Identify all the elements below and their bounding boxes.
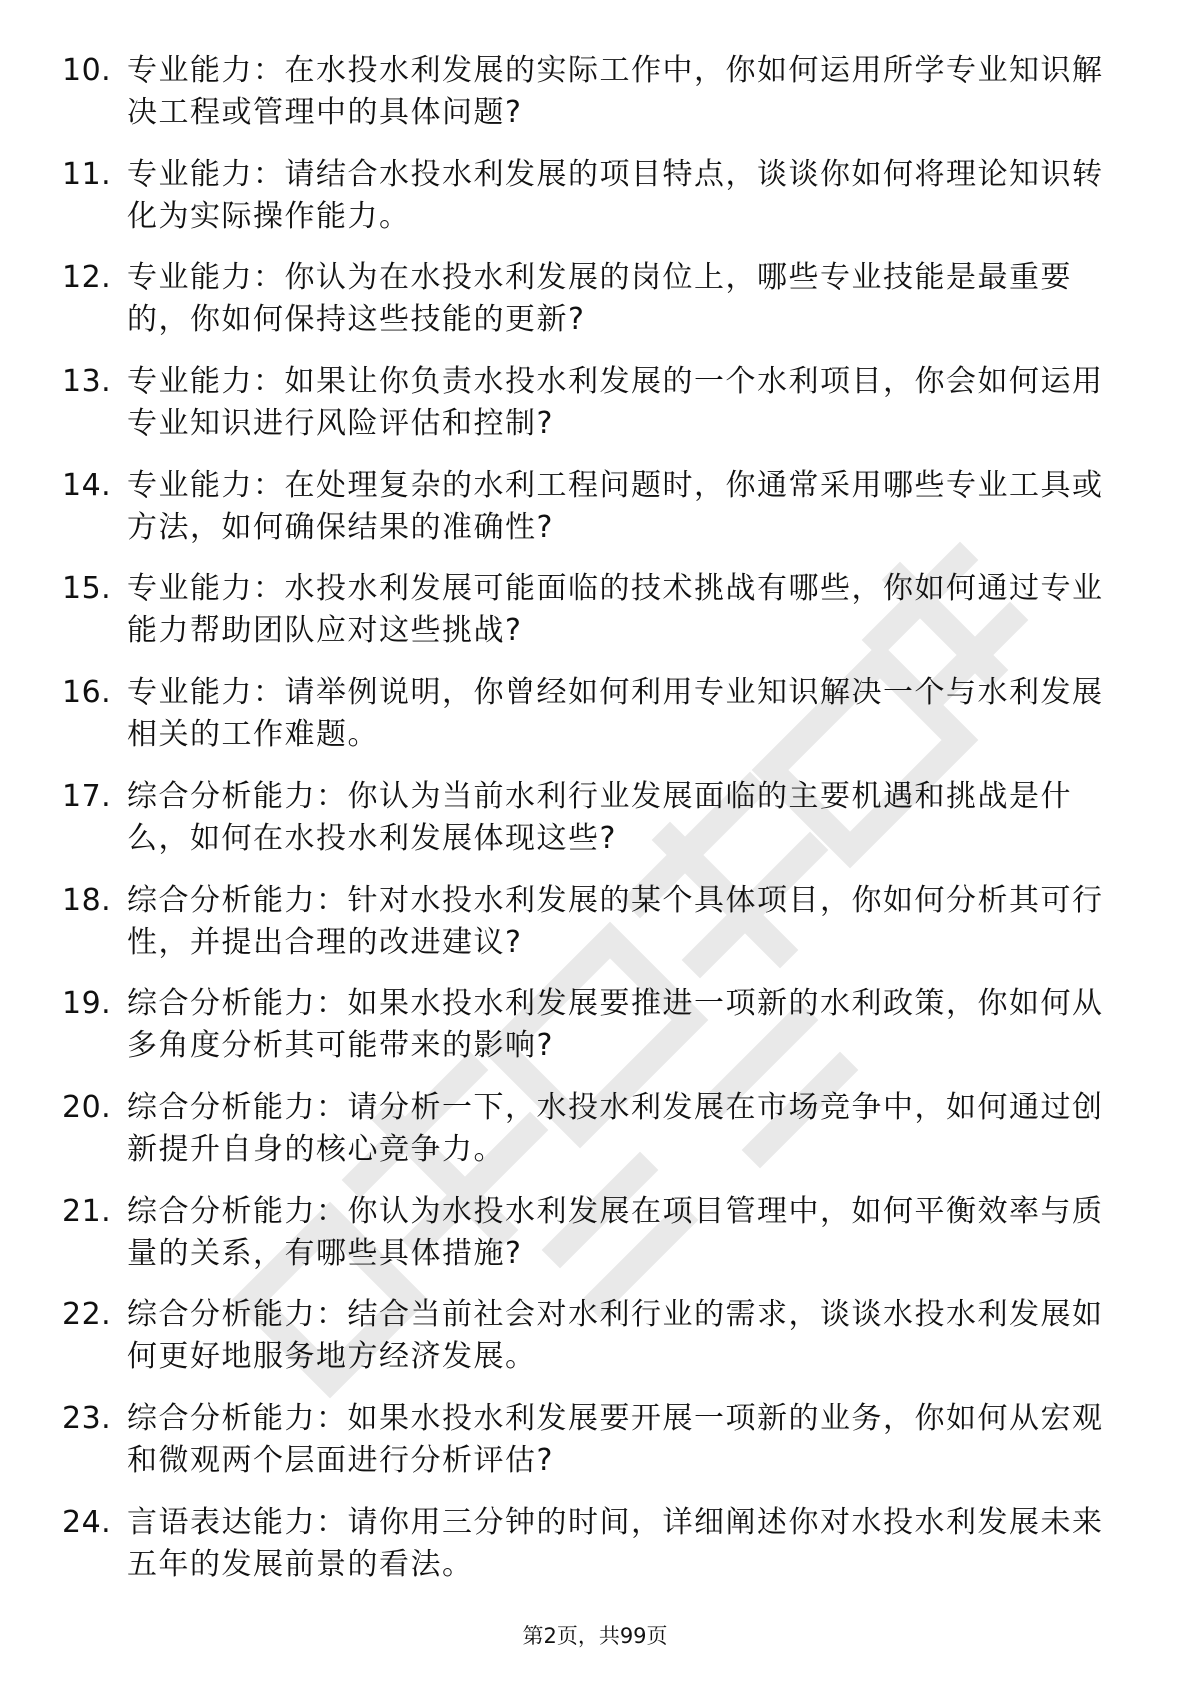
question-item [0, 465, 1190, 569]
question-text: 综合分析能力：结合当前社会对水利行业的需求，谈谈水投水利发展如何更好地服务地方经济发展。 [127, 1297, 1104, 1375]
question-number: 14. [62, 467, 112, 503]
question-number: 24. [62, 1504, 112, 1540]
question-text: 综合分析能力：针对水投水利发展的某个具体项目，你如何分析其可行性，并提出合理的改进建议? [127, 882, 1104, 960]
question-item [0, 1398, 1190, 1502]
question-number: 19. [62, 986, 112, 1022]
question-number: 20. [62, 1089, 112, 1125]
question-list [0, 50, 1190, 1605]
question-item [0, 1191, 1190, 1295]
page-footer: 第2页，共99页 [522, 1624, 668, 1648]
question-item [0, 1087, 1190, 1191]
question-text: 专业能力：请结合水投水利发展的项目特点，谈谈你如何将理论知识转化为实际操作能力。 [127, 156, 1104, 234]
question-item [0, 672, 1190, 776]
question-number: 10. [62, 53, 112, 88]
question-number: 17. [62, 778, 112, 814]
question-text: 综合分析能力：你认为当前水利行业发展面临的主要机遇和挑战是什么，如何在水投水利发展体现这些? [127, 778, 1072, 856]
question-item [0, 50, 1190, 154]
question-item [0, 1502, 1190, 1606]
question-item [0, 776, 1190, 880]
question-text: 专业能力：水投水利发展可能面临的技术挑战有哪些，你如何通过专业能力帮助团队应对这些挑战? [127, 571, 1104, 649]
question-text: 专业能力：你认为在水投水利发展的岗位上，哪些专业技能是最重要的，你如何保持这些技能的更新? [127, 260, 1072, 338]
question-text: 综合分析能力：请分析一下，水投水利发展在市场竞争中，如何通过创新提升自身的核心竞争力。 [127, 1089, 1104, 1167]
question-text: 言语表达能力：请你用三分钟的时间，详细阐述你对水投水利发展未来五年的发展前景的看法。 [127, 1504, 1104, 1582]
question-number: 21. [62, 1193, 112, 1229]
question-number: 12. [62, 260, 112, 296]
question-text: 综合分析能力：如果水投水利发展要推进一项新的水利政策，你如何从多角度分析其可能带来的影响? [127, 986, 1104, 1064]
question-number: 13. [62, 364, 112, 400]
question-item [0, 880, 1190, 984]
question-text: 专业能力：请举例说明，你曾经如何利用专业知识解决一个与水利发展相关的工作难题。 [127, 675, 1104, 753]
question-number: 23. [62, 1400, 112, 1436]
question-item [0, 257, 1190, 361]
question-number: 16. [62, 675, 112, 711]
question-item [0, 154, 1190, 258]
question-text: 综合分析能力：你认为水投水利发展在项目管理中，如何平衡效率与质量的关系，有哪些具体措施? [127, 1193, 1104, 1271]
question-text: 专业能力：在水投水利发展的实际工作中，你如何运用所学专业知识解决工程或管理中的具体问题? [127, 53, 1104, 130]
question-text: 综合分析能力：如果水投水利发展要开展一项新的业务，你如何从宏观和微观两个层面进行分析评估? [127, 1400, 1104, 1478]
question-text: 专业能力：在处理复杂的水利工程问题时，你通常采用哪些专业工具或方法，如何确保结果的准确性? [127, 467, 1104, 545]
question-number: 11. [62, 156, 112, 192]
question-item [0, 361, 1190, 465]
question-number: 22. [62, 1297, 112, 1333]
question-item [0, 983, 1190, 1087]
question-item [0, 1294, 1190, 1398]
question-number: 18. [62, 882, 112, 918]
question-number: 15. [62, 571, 112, 607]
question-text: 专业能力：如果让你负责水投水利发展的一个水利项目，你会如何运用专业知识进行风险评估和控制? [127, 364, 1104, 442]
question-item [0, 568, 1190, 672]
